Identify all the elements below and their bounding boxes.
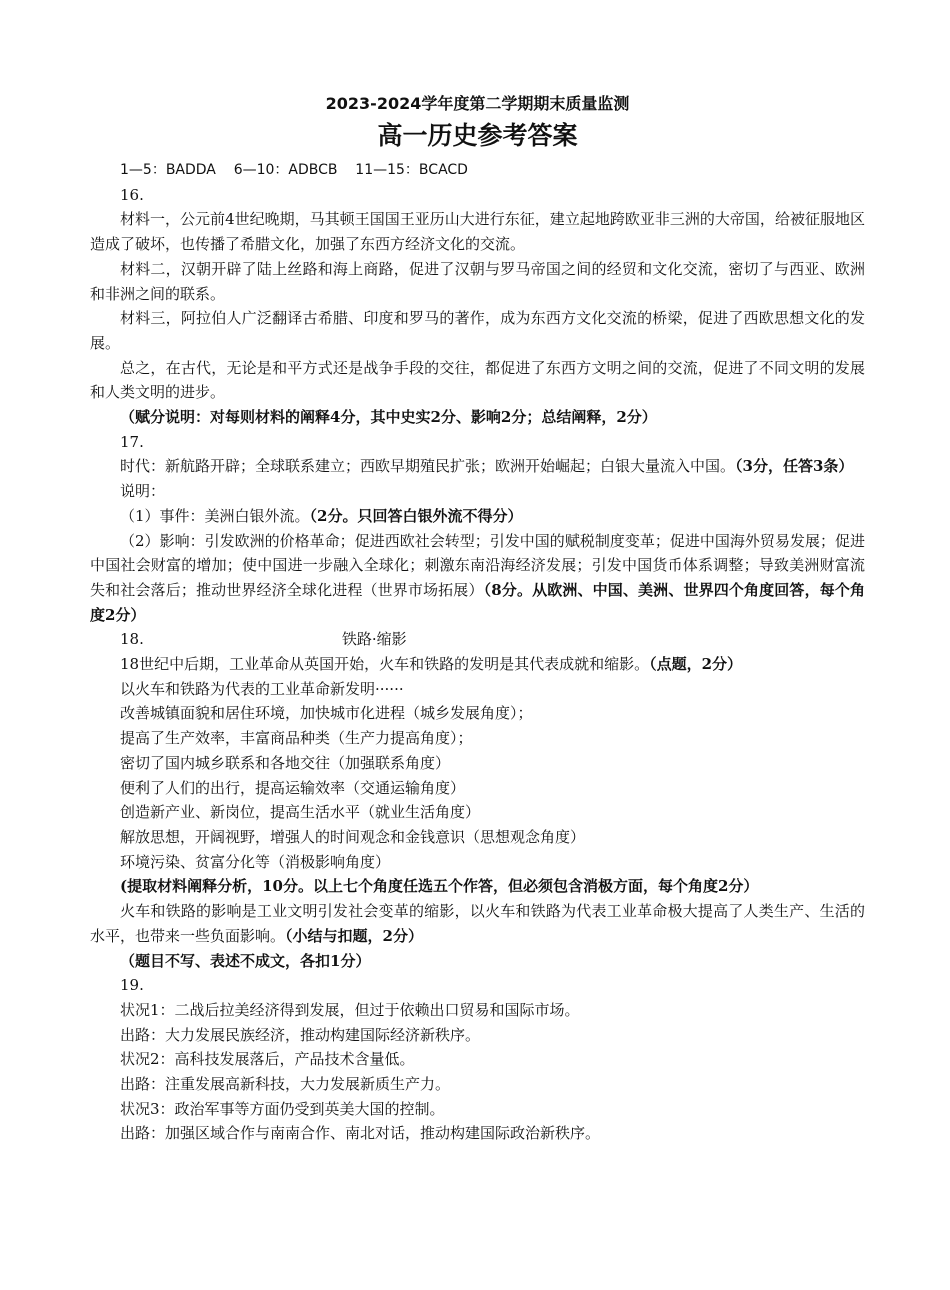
q18-intro [90,652,865,677]
q19-line: 出路：加强区域合作与南南合作、南北对话，推动构建国际政治新秩序。 [120,1124,601,1143]
q19-line: 状况3：政治军事等方面仍受到英美大国的控制。 [120,1099,445,1118]
q16-para1: 材料一，公元前4世纪晚期，马其顿王国国王亚历山大进行东征，建立起地跨欧亚非三洲的大帝国，给被征服地区造成了破坏，也传播了希腊文化，加强了东西方经济文化的交流。 [90,210,865,254]
q17-number: 17. [120,432,144,451]
q19-number: 19. [120,976,144,995]
q18-summary-text: 火车和铁路的影响是工业文明引发社会变革的缩影，以火车和铁路为代表工业革命极大提高了人类生产、生活的水平，也带来一些负面影响。 [90,902,865,945]
answer-document [90,92,865,1146]
q16-number: 16. [120,185,144,204]
q17-era-score: （3分，任答3条） [735,457,854,476]
q18-line: 环境污染、贫富分化等（消极影响角度） [120,852,391,871]
q17-impact [90,529,865,628]
q18-line: 以火车和铁路为代表的工业革命新发明······ [120,679,404,698]
q18-line: 改善城镇面貌和居住环境，加快城市化进程（城乡发展角度）； [120,704,533,723]
q17-event [90,504,865,529]
q17-event-text: （1）事件：美洲白银外流。 [120,506,310,525]
q17-explain-label: 说明： [120,482,166,501]
q19-line: 出路：大力发展民族经济，推动构建国际经济新秩序。 [120,1025,481,1044]
q17-era [90,454,865,479]
q16-para2: 材料二，汉朝开辟了陆上丝路和海上商路，促进了汉朝与罗马帝国之间的经贸和文化交流，密切了与西亚、欧洲和非洲之间的联系。 [90,259,865,303]
q19-line: 状况1：二战后拉美经济得到发展，但过于依赖出口贸易和国际市场。 [120,1000,580,1019]
q18-line: 解放思想，开阔视野，增强人的时间观念和金钱意识（思想观念角度） [120,827,586,846]
q18-line: 创造新产业、新岗位，提高生活水平（就业生活角度） [120,803,481,822]
q18-deduction: （题目不写、表述不成文，各扣1分） [120,951,371,970]
q17-impact-score: （8分。从欧洲、中国、美洲、世界四个角度回答，每个角度2分） [90,580,865,624]
q18-analysis-score: (提取材料阐释分析，10分。以上七个角度任选五个作答，但必须包含消极方面，每个角度2分） [120,877,759,896]
q19-line: 出路：注重发展高新科技，大力发展新质生产力。 [120,1075,451,1094]
q17-impact-text: （2）影响：引发欧洲的价格革命；促进西欧社会转型；引发中国的赋税制度变革；促进中国海外贸易发展；促进中国社会财富的增加；使中国进一步融入全球化；刺激东南沿海经济发展；引发中国货币体系调整；导致美洲财富流失和社会落后；推动世界经济全球化进程（世界市场拓展） [90,531,865,599]
q16-scoring: （赋分说明：对每则材料的阐释4分，其中史实2分、影响2分；总结阐释，2分） [120,408,657,427]
q18-summary-score: （小结与扣题，2分） [285,926,423,945]
mc-answers: 1—5：BADDA 6—10：ADBCB 11—15：BCACD [120,162,468,178]
q18-number: 18. [120,630,144,649]
q17-event-score: （2分。只回答白银外流不得分） [309,506,523,525]
exam-title: 2023-2024学年度第二学期期末质量监测 [325,94,630,113]
q19-line: 状况2：高科技发展落后，产品技术含量低。 [120,1050,415,1069]
q18-summary [90,899,865,948]
q16-para3: 材料三，阿拉伯人广泛翻译古希腊、印度和罗马的著作，成为东西方文化交流的桥梁，促进了西欧思想文化的发展。 [90,309,865,352]
q16-para4: 总之，在古代，无论是和平方式还是战争手段的交往，都促进了东西方文明之间的交流，促进了不同文明的发展和人类文明的进步。 [90,358,865,402]
subject-title: 高一历史参考答案 [377,121,578,150]
q18-header [90,627,865,652]
q18-intro-score: （点题，2分） [649,655,743,674]
q18-line: 便利了人们的出行，提高运输效率（交通运输角度） [120,778,466,797]
q18-intro-text: 18世纪中后期，工业革命从英国开始，火车和铁路的发明是其代表成就和缩影。 [120,655,650,674]
q18-line: 提高了生产效率，丰富商品种类（生产力提高角度）； [120,729,473,748]
q18-line: 密切了国内城乡联系和各地交往（加强联系角度） [120,753,451,772]
q17-era-text: 时代：新航路开辟；全球联系建立；西欧早期殖民扩张；欧洲开始崛起；白银大量流入中国。 [120,457,736,476]
q18-topic: 铁路·缩影 [341,630,407,649]
